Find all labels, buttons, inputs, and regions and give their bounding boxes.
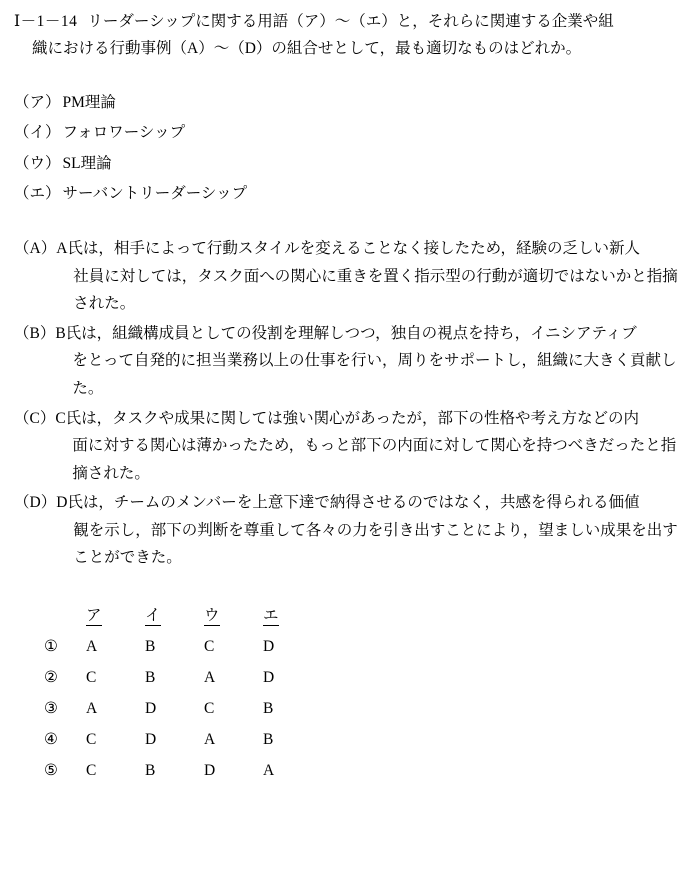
term-text: サーバントリーダーシップ <box>62 184 248 202</box>
case-label: （B） <box>14 324 56 342</box>
answer-header-i: イ <box>145 607 161 625</box>
case-line: 社員に対しては，タスク面への関心に重きを置く指示型の行動が適切ではないかと指摘 <box>73 267 678 285</box>
case-body <box>55 320 676 403</box>
option-cell: D <box>263 669 275 687</box>
case-list <box>14 235 678 572</box>
answer-header-u: ウ <box>204 607 220 625</box>
answer-option-5[interactable] <box>44 755 673 786</box>
term-label: （ウ） <box>14 154 61 172</box>
option-cell: D <box>204 762 216 780</box>
answer-option-4[interactable] <box>44 724 673 755</box>
case-line: ことができた。 <box>73 549 182 567</box>
option-cell: D <box>145 700 157 718</box>
option-cell: B <box>263 731 274 749</box>
case-line: 面に対する関心は薄かったため，もっと部下の内面に対して関心を持つべきだったと指 <box>72 437 677 455</box>
case-line: B氏は，組織構成員としての役割を理解しつつ，独自の視点を持ち，イニシアティブ <box>55 324 637 342</box>
term-item <box>14 179 673 209</box>
option-cell: A <box>86 700 98 718</box>
option-cell: D <box>263 638 275 656</box>
case-body <box>56 235 678 318</box>
option-cell: A <box>263 762 275 780</box>
answer-header-e: エ <box>263 607 279 625</box>
case-line: をとって自発的に担当業務以上の仕事を行い，周りをサポートし，組織に大きく貢献し <box>72 352 677 370</box>
case-label: （D） <box>14 494 57 512</box>
case-line: された。 <box>73 295 136 313</box>
option-cell: C <box>86 731 97 749</box>
term-item <box>14 88 673 118</box>
case-item-b <box>14 320 677 403</box>
option-cell: A <box>204 669 216 687</box>
case-label: （C） <box>14 409 56 427</box>
term-text: SL理論 <box>62 154 112 172</box>
term-label: （エ） <box>14 184 61 202</box>
case-label: （A） <box>14 240 57 258</box>
option-cell: B <box>145 669 156 687</box>
answer-option-2[interactable] <box>44 662 673 693</box>
term-list <box>14 88 673 209</box>
option-cell: B <box>263 700 274 718</box>
answer-header-spacer <box>44 600 86 631</box>
option-number: ⑤ <box>44 762 58 780</box>
answer-option-3[interactable] <box>44 693 673 724</box>
option-cell: D <box>145 731 157 749</box>
answer-table-header <box>44 600 673 631</box>
question-header <box>14 8 673 62</box>
term-label: （イ） <box>14 124 61 142</box>
case-line: A氏は，相手によって行動スタイルを変えることなく接したため，経験の乏しい新人 <box>56 240 640 258</box>
answer-options-table <box>14 600 673 786</box>
case-line: C氏は，タスクや成果に関しては強い関心があったが，部下の性格や考え方などの内 <box>55 409 640 427</box>
option-number: ① <box>44 638 58 656</box>
answer-option-1[interactable] <box>44 631 673 662</box>
case-body <box>55 405 676 488</box>
option-cell: A <box>204 731 216 749</box>
case-line: 観を示し，部下の判断を尊重して各々の力を引き出すことにより，望ましい成果を出す <box>73 521 678 539</box>
option-cell: B <box>145 638 156 656</box>
question-number: Ⅰ－1－14 <box>14 13 78 30</box>
case-item-d <box>14 489 678 572</box>
question-text-line-1: リーダーシップに関する用語（ア）～（エ）と，それらに関連する企業や組 <box>87 13 614 30</box>
case-item-c <box>14 405 677 488</box>
option-cell: C <box>204 638 215 656</box>
option-cell: C <box>86 669 97 687</box>
term-label: （ア） <box>14 94 61 112</box>
term-item <box>14 118 673 148</box>
option-number: ② <box>44 669 58 687</box>
option-number: ③ <box>44 700 58 718</box>
term-text: フォロワーシップ <box>62 124 186 142</box>
case-item-a <box>14 235 678 318</box>
option-cell: A <box>86 638 98 656</box>
option-cell: B <box>145 762 156 780</box>
term-item <box>14 149 673 179</box>
term-text: PM理論 <box>62 94 116 112</box>
option-cell: C <box>204 700 215 718</box>
question-text-line-2: 織における行動事例（A）～（D）の組合せとして，最も適切なものはどれか。 <box>32 40 582 58</box>
case-line: 摘された。 <box>72 464 150 482</box>
option-number: ④ <box>44 731 58 749</box>
answer-header-a: ア <box>86 607 102 625</box>
question-first-line <box>14 8 673 35</box>
case-body <box>56 489 678 572</box>
case-line: D氏は，チームのメンバーを上意下達で納得させるのではなく，共感を得られる価値 <box>56 494 640 512</box>
case-line: た。 <box>72 380 104 398</box>
option-cell: C <box>86 762 97 780</box>
